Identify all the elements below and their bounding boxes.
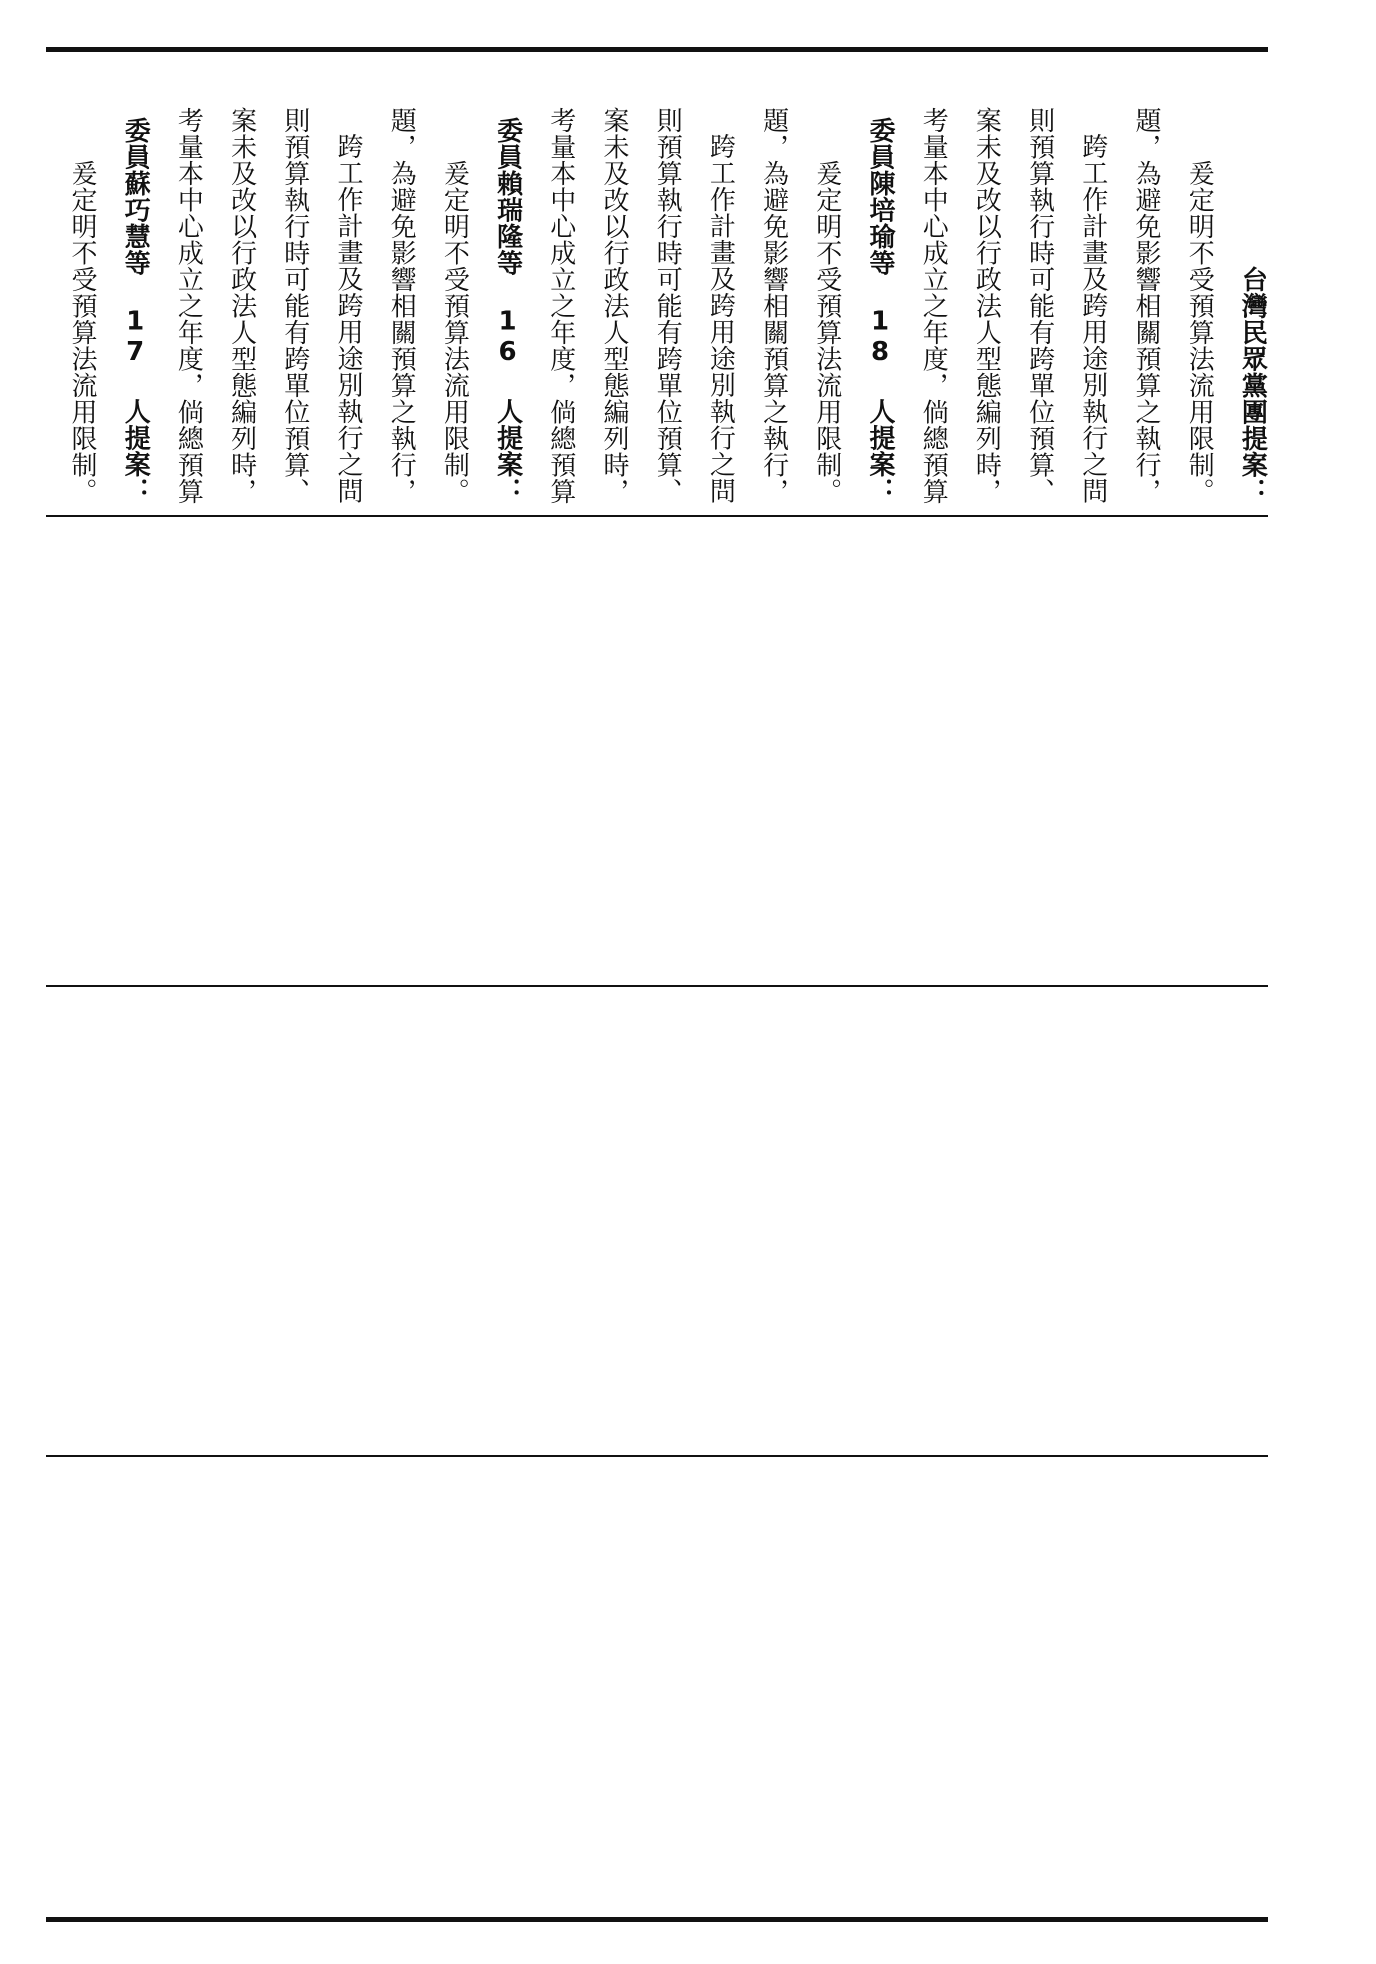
text-column: 跨工作計畫及跨用途別執行之問 (705, 133, 736, 504)
text-column: 則預算執行時可能有跨單位預算、 (279, 106, 310, 504)
text-column: 跨工作計畫及跨用途別執行之問 (333, 133, 363, 504)
text-column: 題，為避免影響相關預算之執行， (758, 106, 789, 504)
text-column: 跨工作計畫及跨用途別執行之問 (1077, 133, 1108, 504)
text-column: 案未及改以行政法人型態編列時， (226, 106, 257, 504)
proposal-heading: 委員蘇巧慧等 17 人提案： (120, 117, 151, 504)
proposal-heading: 台灣民眾黨團提案： (1237, 265, 1268, 504)
text-column: 爰定明不受預算法流用限制。 (1184, 159, 1215, 504)
bottom-rule (46, 1917, 1268, 1922)
text-column: 則預算執行時可能有跨單位預算、 (1024, 106, 1055, 504)
text-column: 考量本中心成立之年度，倘總預算 (173, 106, 204, 504)
section-divider (46, 515, 1268, 517)
text-column: 爰定明不受預算法流用限制。 (67, 159, 97, 504)
text-column: 考量本中心成立之年度，倘總預算 (545, 106, 576, 504)
text-column: 考量本中心成立之年度，倘總預算 (918, 106, 949, 504)
proposal-heading: 委員賴瑞隆等 16 人提案： (492, 117, 523, 504)
text-column: 案未及改以行政法人型態編列時， (971, 106, 1002, 504)
text-column: 案未及改以行政法人型態編列時， (599, 106, 629, 504)
text-column: 爰定明不受預算法流用限制。 (439, 159, 470, 504)
text-column: 題，為避免影響相關預算之執行， (1131, 106, 1161, 504)
text-column: 題，為避免影響相關預算之執行， (386, 106, 417, 504)
text-column: 爰定明不受預算法流用限制。 (811, 159, 842, 504)
proposal-heading: 委員陳培瑜等 18 人提案： (865, 117, 895, 504)
top-rule (46, 47, 1268, 52)
section-divider (46, 1455, 1268, 1457)
section-divider (46, 985, 1268, 987)
text-column: 則預算執行時可能有跨單位預算、 (652, 106, 683, 504)
